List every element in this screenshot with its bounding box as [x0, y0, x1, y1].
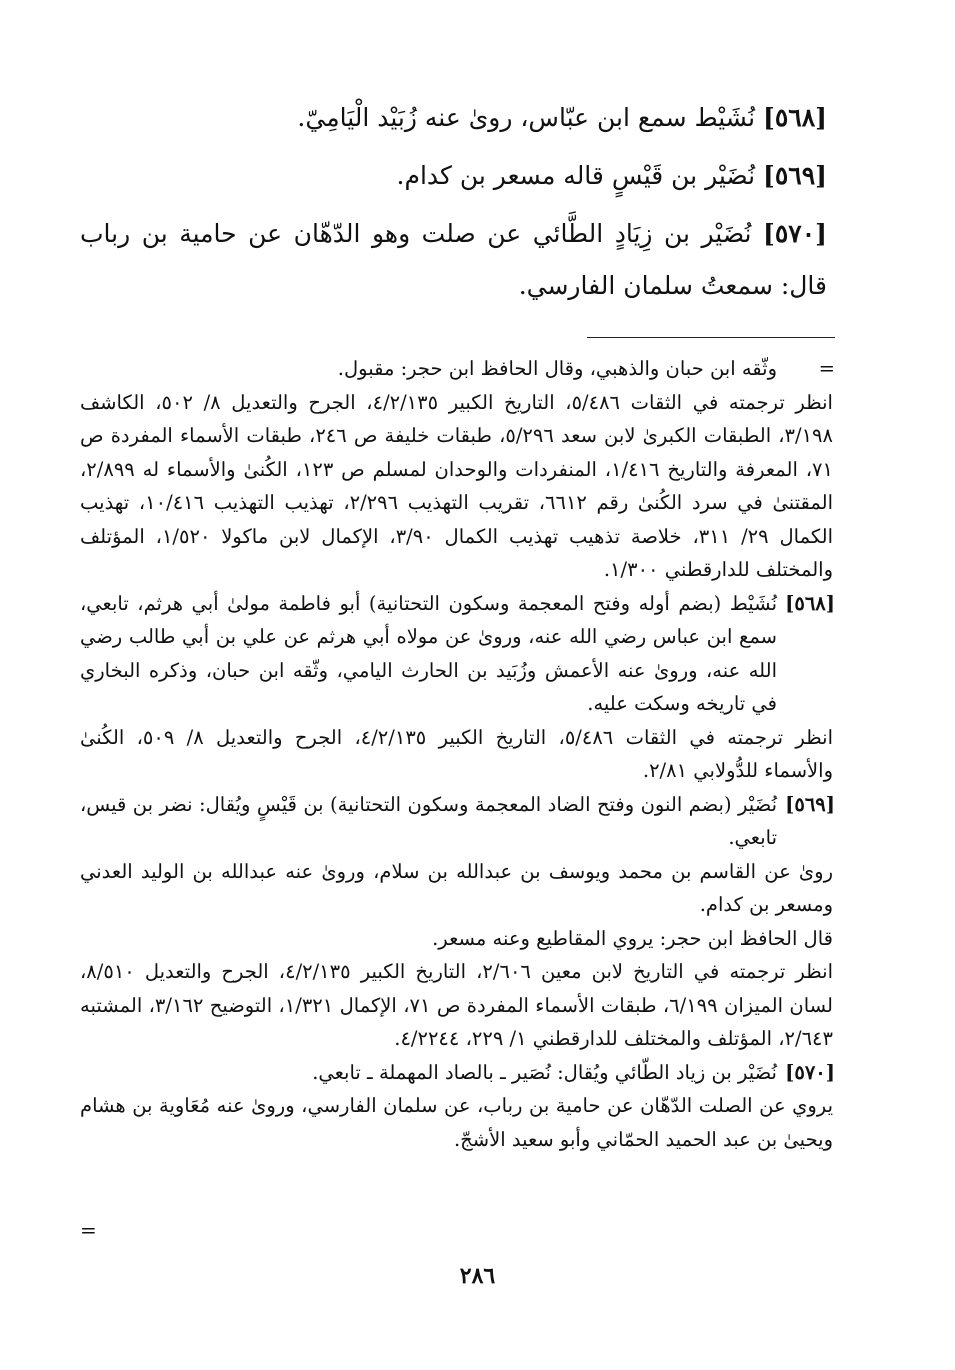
- footnote-line: انظر ترجمته في التاريخ لابن معين ٢/٦٠٦، التاريخ الكبير ٤/٢/١٣٥، الجرح والتعديل ٨/٥١٠، لسان الميزان ٦/١٩٩، طبقات الأسماء المفردة ص ٧١، الإكمال ١/٣٢١، التوضيح ٣/١٦٢، المشتبه ٢/٦٤٣، المؤتلف والمختلف للدارقطني ١/ ٢٢٩، ٤/٢٢٤٤.: [80, 960, 833, 1050]
- footnote-line: وثّقه ابن حبان والذهبي، وقال الحافظ ابن حجر: مقبول.: [337, 357, 777, 380]
- footnote-line: انظر ترجمته في الثقات ٥/٤٨٦، التاريخ الكبير ٤/٢/١٣٥، الجرح والتعديل ٨/ ٥٠٢، الكاشف ٣/١٩٨، الطبقات الكبرىٰ لابن سعد ٥/٢٩٦، طبقات خليفة ص ٢٤٦، طبقات الأسماء المفردة ص ٧١، المعرفة والتاريخ ١/٤١٦، المنفردات والوحدان لمسلم ص ١٢٣، الكُنىٰ والأسماء له ٢/٨٩٩، المقتنىٰ في سرد الكُنىٰ رقم ٦٦١٢، تقريب التهذيب ٢/٢٩٦، تهذيب التهذيب ١٠/٤١٦، تهذيب الكمال ٢٩/ ٣١١، خلاصة تذهيب تهذيب الكمال ٣/٩٠، الإكمال لابن ماكولا ١/٥٢٠، المؤتلف والمختلف للدارقطني ١/٣٠٠.: [80, 390, 833, 581]
- footnote-continued-refs: [80, 386, 833, 587]
- main-text: [80, 92, 835, 318]
- entry-text: نُشَيْط سمع ابن عبّاس، روىٰ عنه زُبَيْد الْيَامِيّ.: [297, 103, 756, 132]
- entry-number: [٥٦٩]: [763, 161, 827, 190]
- entry-number: [٥٦٨]: [763, 103, 827, 132]
- footnote-number: [٥٧٠]: [785, 1060, 835, 1084]
- footnote-separator: [587, 337, 835, 338]
- entry-text: نُضَيْر بن قَيْسٍ قاله مسعر بن كدام.: [396, 161, 756, 190]
- entry-570: [80, 208, 835, 312]
- footnote-568: [80, 587, 833, 721]
- footnote-line: نُضَيْر بن زياد الطّائي ويُقال: نُصَير ـ بالصاد المهملة ـ تابعي.: [312, 1060, 777, 1084]
- entry-text: نُضَيْر بن زِيَادٍ الطَّائي عن صلت وهو الدّهّان عن حامية بن رباب قال: سمعتُ سلمان الفارسي.: [80, 219, 827, 300]
- page-number: ٢٨٦: [459, 1263, 496, 1289]
- footnote-line: روىٰ عن القاسم بن محمد ويوسف بن عبدالله بن سلام، وروىٰ عنه عبدالله بن الوليد العدني ومسعر بن كدام.: [80, 859, 833, 916]
- continuation-mark: =: [818, 357, 835, 380]
- footnote-569-refs: [80, 955, 833, 1056]
- footnote-line: يروي عن الصلت الدّهّان عن حامية بن رباب، عن سلمان الفارسي، وروىٰ عنه مُعَاوية بن هشام ويحيىٰ بن عبد الحميد الحمّاني وأبو سعيد الأشجّ.: [80, 1094, 833, 1151]
- entry-number: [٥٧٠]: [763, 219, 827, 248]
- footnote-line: نُشَيْط (بضم أوله وفتح المعجمة وسكون التحتانية) أبو فاطمة مولىٰ أبي هرثم، تابعي، سمع ابن عباس رضي الله عنه، وروىٰ عن مولاه أبي هرثم عن علي بن أبي طالب رضي الله عنه، وروىٰ عنه الأعمش وزُبَيد بن الحارث اليامي، وثّقه ابن حبان، وذكره البخاري في تاريخه وسكت عليه.: [80, 591, 777, 715]
- footnote-570: [80, 1056, 833, 1090]
- footnote-line: انظر ترجمته في الثقات ٥/٤٨٦، التاريخ الكبير ٤/٢/١٣٥، الجرح والتعديل ٨/ ٥٠٩، الكُنىٰ والأسماء للدُّولابي ٢/٨١.: [80, 725, 833, 782]
- bottom-continuation-mark: =: [80, 1218, 97, 1242]
- entry-569: [80, 150, 835, 202]
- entry-568: [80, 92, 835, 144]
- footnote-line: نُضَيْر (بضم النون وفتح الضاد المعجمة وسكون التحتانية) بن قَيْسٍ ويُقال: نضر بن قيس، تابعي.: [80, 792, 777, 849]
- footnote-568-refs: [80, 721, 833, 788]
- footnote-569-narrators: [80, 855, 833, 922]
- footnote-line: قال الحافظ ابن حجر: يروي المقاطيع وعنه مسعر.: [432, 926, 833, 950]
- footnote-570-narrators: [80, 1089, 833, 1156]
- footnote-continued: [80, 352, 833, 386]
- footnote-569: [80, 788, 833, 855]
- footnote-number: [٥٦٩]: [785, 792, 835, 816]
- footnote-569-quote: [80, 922, 833, 956]
- footnote-number: [٥٦٨]: [785, 591, 835, 615]
- footnotes: [80, 352, 833, 1156]
